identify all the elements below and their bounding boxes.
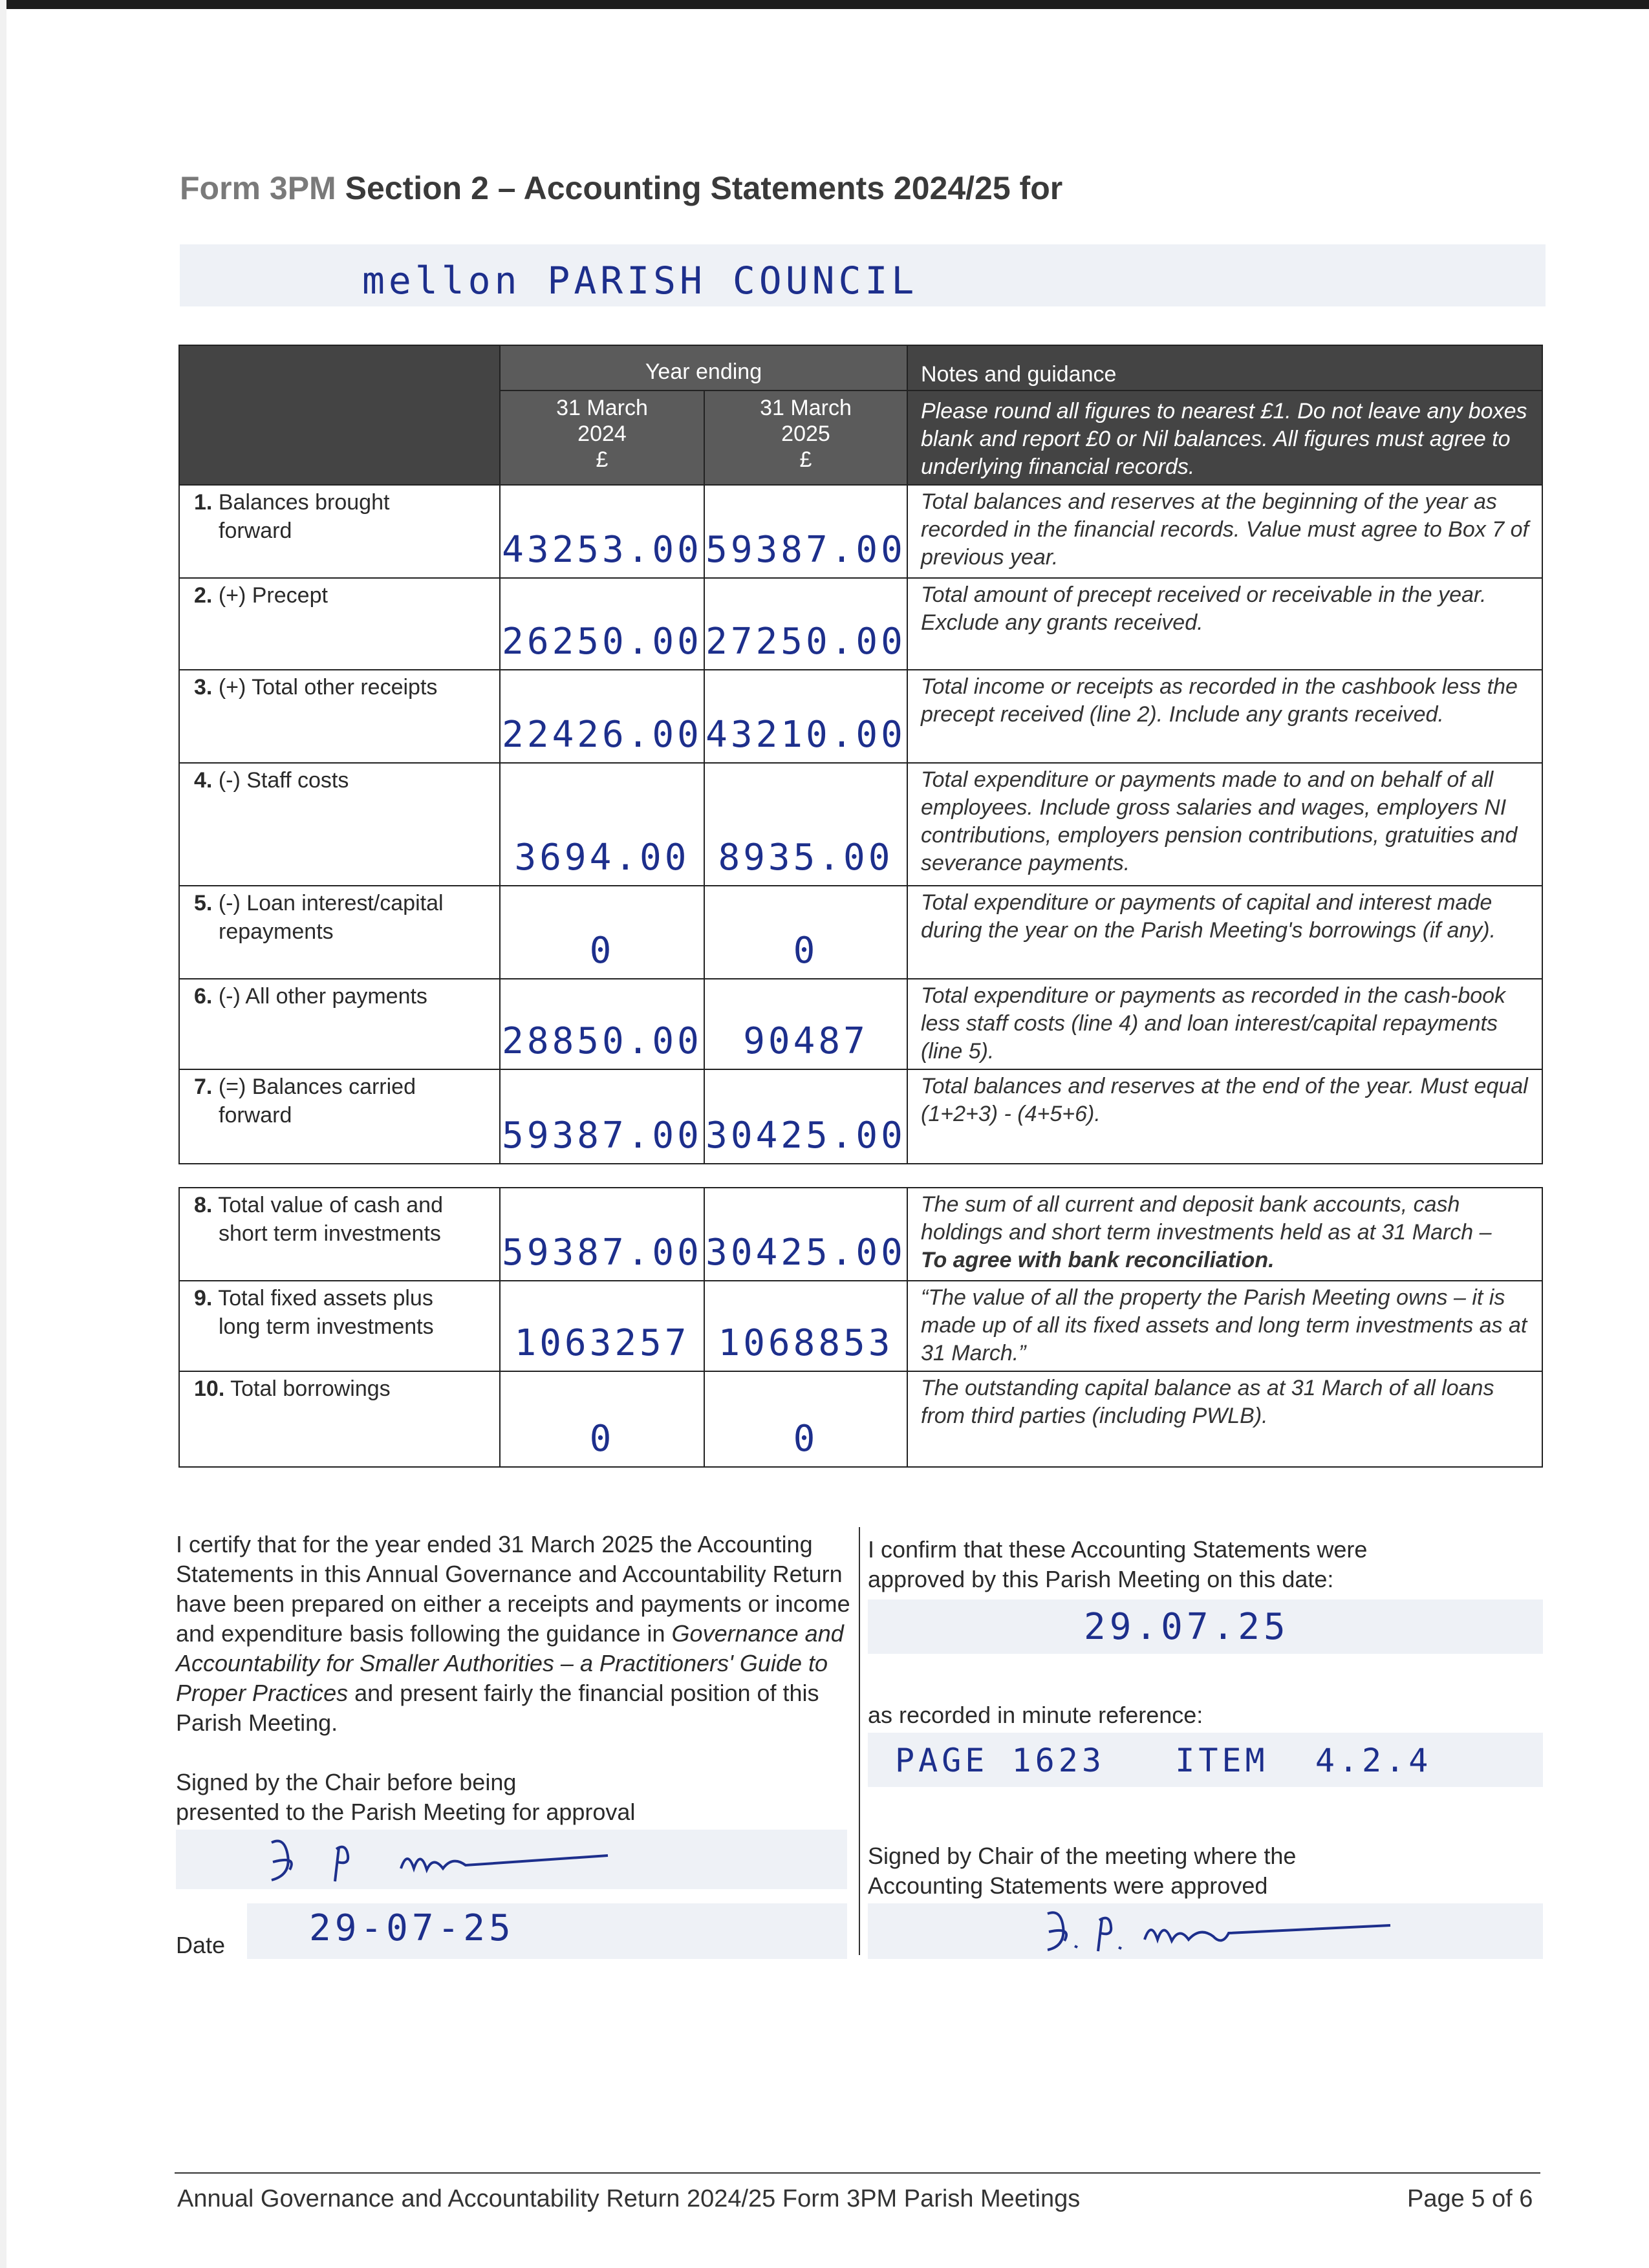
authority-name-value: mellon PARISH COUNCIL [362,259,918,303]
signed-meeting-label [868,1841,1540,1901]
value-2024-field[interactable] [499,1280,705,1372]
row-guidance [907,978,1543,1070]
value-2025: 30425.00 [706,1115,906,1157]
row-label [178,978,501,1070]
certify-text-b: and present fairly the financial position of this Parish Meeting. [176,1680,819,1736]
value-2025: 0 [793,1418,819,1460]
assets-table [178,1187,1543,1468]
value-2025-field[interactable] [704,669,908,764]
row-number: 10. [194,1376,225,1401]
value-2024: 22426.00 [502,714,702,756]
value-2025: 1068853 [718,1322,894,1364]
row-label-line1: (-) All other payments [218,984,427,1009]
signed-meeting-l1: Signed by Chair of the meeting where the [868,1843,1297,1869]
footer-rule [175,2172,1540,2174]
notes-header [907,345,1543,391]
row-label-line1: Balances brought [218,490,390,515]
footer-title: Annual Governance and Accountability Return 2024/25 Form 3PM Parish Meetings [177,2185,1081,2212]
row-number: 7. [194,1075,213,1099]
confirm-statement [868,1535,1540,1594]
value-2024-field[interactable] [499,669,705,764]
row-label [178,669,501,764]
signed-chair-l2: presented to the Parish Meeting for approval [176,1799,636,1825]
row-guidance [907,1069,1543,1164]
value-2025-field[interactable] [704,1187,908,1281]
row-guidance-bold: To agree with bank reconciliation. [921,1248,1275,1272]
value-2024: 26250.00 [502,621,702,663]
row-guidance-text: The outstanding capital balance as at 31 March of all loans from third parties (including PWLB). [921,1376,1494,1428]
row-label-line1: Total borrowings [230,1376,391,1401]
signed-meeting-l2: Accounting Statements were approved [868,1872,1268,1899]
value-2024: 59387.00 [502,1232,702,1274]
value-2025-field[interactable] [704,1280,908,1372]
row-label [178,1371,501,1468]
row-label [178,885,501,979]
row-guidance-text: “The value of all the property the Parish Meeting owns – it is made up of all its fixed assets and long term investments as at 31 March.” [921,1285,1527,1365]
row-guidance-text: Total amount of precept received or receivable in the year. Exclude any grants received. [921,583,1487,635]
row-label [178,1069,501,1164]
row-label-line2: short term investments [219,1221,441,1246]
row-guidance-text: Total expenditure or payments made to and on behalf of all employees. Include gross salaries and wages, employers NI contributions, employers pension contributions, gratuities and severance payments. [921,767,1518,875]
row-label-line2: forward [219,1103,292,1128]
row-number: 5. [194,891,213,915]
date-label: Date [176,1932,226,1958]
signed-chair-l1: Signed by the Chair before being [176,1769,517,1795]
value-2024-field[interactable] [499,1371,705,1468]
confirm-l1: I confirm that these Accounting Statements were [868,1536,1368,1563]
approval-date-value: 29.07.25 [1084,1606,1289,1648]
col-2024-header [499,390,705,486]
value-2025-field[interactable] [704,1371,908,1468]
row-label [178,484,501,579]
col-2025-header [704,390,908,486]
row-label-line1: (-) Staff costs [218,768,349,793]
chair-signature [259,1830,621,1892]
col-2025-l2: 2025 [781,422,830,446]
value-2024: 1063257 [514,1322,690,1364]
title-main: Section 2 – Accounting Statements 2024/25 for [345,170,1063,206]
value-2024-field[interactable] [499,1187,705,1281]
row-label-line2: long term investments [219,1314,434,1339]
value-2025: 43210.00 [706,714,906,756]
row-number: 2. [194,583,213,608]
col-2024-l2: 2024 [577,422,627,446]
notes-title: Notes and guidance [921,362,1117,387]
value-2025: 30425.00 [706,1232,906,1274]
value-2025-field[interactable] [704,885,908,979]
page-number: Page 5 of 6 [1407,2185,1533,2212]
header-blank [178,345,501,486]
row-number: 6. [194,984,213,1009]
value-2025: 59387.00 [706,529,906,571]
minute-label: as recorded in minute reference: [868,1702,1203,1728]
value-2025: 90487 [743,1020,868,1062]
value-2024: 0 [589,1418,615,1460]
row-guidance [907,1371,1543,1468]
value-2025-field[interactable] [704,762,908,886]
row-label-line1: Total value of cash and [218,1193,443,1217]
row-label-line1: Total fixed assets plus [218,1286,433,1311]
row-guidance [907,1280,1543,1372]
statements-table [178,345,1543,1164]
value-2025-field[interactable] [704,577,908,670]
row-label-line2: repayments [219,919,334,944]
row-guidance [907,762,1543,886]
row-label-line1: (+) Precept [218,583,328,608]
row-guidance [907,1187,1543,1281]
row-guidance-text: Total income or receipts as recorded in the cashbook less the precept received (line 2). Include any grants received. [921,674,1518,727]
value-2024: 59387.00 [502,1115,702,1157]
value-2024-field[interactable] [499,762,705,886]
value-2025-field[interactable] [704,1069,908,1164]
row-label [178,762,501,886]
row-number: 1. [194,490,213,515]
row-guidance-text: The sum of all current and deposit bank accounts, cash holdings and short term investments held as at 31 March – [921,1192,1492,1245]
col-2025-l3: £ [799,447,812,472]
row-label-line2: forward [219,519,292,543]
row-number: 3. [194,675,213,700]
certify-text-a: I certify that for the year ended 31 March 2025 the Accounting Statements in this Annual Governance and Accountability Return have been prepared on either a receipts and payments or income and expenditure basis following the guidance in [176,1531,850,1647]
confirm-l2: approved by this Parish Meeting on this date: [868,1566,1334,1592]
value-2025: 27250.00 [706,621,906,663]
certify-statement [176,1530,855,1738]
minute-reference-value: PAGE 1623 ITEM 4.2.4 [895,1742,1432,1779]
value-2024-field[interactable] [499,484,705,579]
value-2025-field[interactable] [704,978,908,1070]
value-2024-field[interactable] [499,885,705,979]
row-label-line1: (-) Loan interest/capital [218,891,444,915]
value-2025-field[interactable] [704,484,908,579]
value-2024-field[interactable] [499,978,705,1070]
value-2025: 0 [793,930,819,972]
row-guidance-text: Total expenditure or payments as recorded in the cash-book less staff costs (line 4) and loan interest/capital repayments (line 5). [921,983,1506,1064]
column-divider [859,1527,860,1955]
value-2024: 28850.00 [502,1020,702,1062]
date-value: 29-07-25 [309,1907,515,1949]
row-guidance-text: Total balances and reserves at the end of the year. Must equal (1+2+3) - (4+5+6). [921,1074,1528,1126]
notes-guidance [907,390,1543,486]
scan-edge [0,0,1649,9]
row-label [178,1187,501,1281]
value-2024: 0 [589,930,615,972]
col-2024-l3: £ [596,447,609,472]
row-number: 9. [194,1286,213,1311]
row-number: 4. [194,768,213,793]
meeting-signature [1035,1901,1397,1963]
row-label-line1: (+) Total other receipts [218,675,438,700]
row-guidance [907,885,1543,979]
row-guidance [907,669,1543,764]
signed-chair-label [176,1768,855,1827]
row-label-line1: (=) Balances carried [218,1075,416,1099]
notes-guidance-text: Please round all figures to nearest £1. Do not leave any boxes blank and report £0 or Nil balances. All figures must agree to underlying financial records. [921,399,1527,479]
row-guidance-text: Total balances and reserves at the beginning of the year as recorded in the financial records. Value must agree to Box 7 of previous year. [921,489,1529,570]
year-ending-header [499,345,908,391]
row-guidance [907,577,1543,670]
col-2025-l1: 31 March [760,396,852,420]
value-2025: 8935.00 [718,837,894,879]
row-label [178,577,501,670]
scan-edge-left [0,0,6,2268]
row-number: 8. [194,1193,213,1217]
value-2024-field[interactable] [499,577,705,670]
row-guidance-text: Total expenditure or payments of capital and interest made during the year on the Parish Meeting's borrowings (if any). [921,890,1496,943]
certify-guide-title: Governance and Accountability for Smaller Authorities – a Practitioners' Guide to Proper Practices [176,1620,844,1706]
value-2024: 3694.00 [514,837,690,879]
col-2024-l1: 31 March [556,396,648,420]
page-title [180,169,1062,207]
year-ending-label: Year ending [645,359,762,384]
row-guidance [907,484,1543,579]
value-2024: 43253.00 [502,529,702,571]
value-2024-field[interactable] [499,1069,705,1164]
row-label [178,1280,501,1372]
form-code: Form 3PM [180,170,336,206]
